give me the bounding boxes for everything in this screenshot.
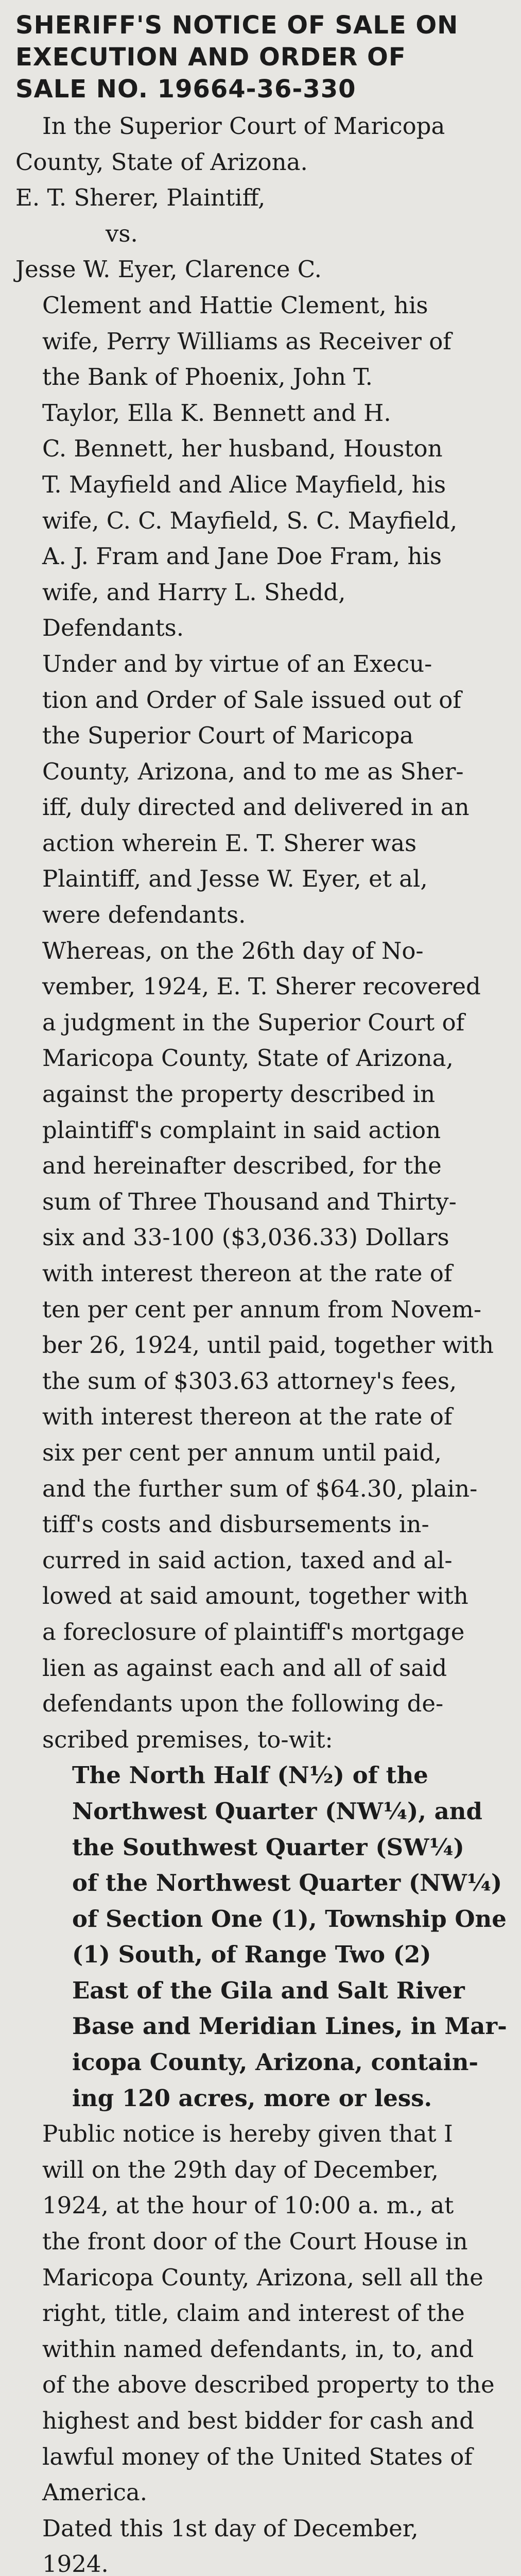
paragraph-line: within named defendants, in, to, and (42, 2335, 474, 2363)
paragraph-line: a foreclosure of plaintiff's mortgage (42, 1618, 465, 1646)
defendants-line: Jesse W. Eyer, Clarence C. (15, 256, 322, 283)
paragraph-line: Maricopa County, Arizona, sell all the (42, 2263, 483, 2291)
paragraph-line: the sum of $303.63 attorney's fees, (42, 1367, 457, 1395)
paragraph-line: Public notice is hereby given that I (42, 2120, 453, 2148)
paragraph-line: tion and Order of Sale issued out of (42, 686, 461, 714)
paragraph-line: and the further sum of $64.30, plain- (42, 1475, 478, 1502)
paragraph-line: County, Arizona, and to me as Sher- (42, 757, 464, 785)
paragraph-line: lawful money of the United States of (42, 2443, 473, 2470)
paragraph-line: of the above described property to the (42, 2371, 495, 2399)
defendants-line: wife, C. C. Mayfield, S. C. Mayfield, (42, 506, 458, 534)
notice-heading (15, 9, 510, 105)
paragraph-line: were defendants. (42, 901, 246, 929)
paragraph-line: highest and best bidder for cash and (42, 2407, 474, 2434)
defendants-line: Defendants. (42, 614, 184, 642)
paragraph-judgment (15, 933, 510, 1758)
dated-line: Dated this 1st day of December, (42, 2514, 419, 2542)
defendants-line: Taylor, Ella K. Bennett and H. (42, 399, 391, 427)
defendants-line: wife, and Harry L. Shedd, (42, 578, 346, 606)
premises-line: the Southwest Quarter (SW¼) (72, 1833, 464, 1861)
premises-line: of the Northwest Quarter (NW¼) (72, 1869, 502, 1897)
paragraph-line: and hereinafter described, for the (42, 1152, 442, 1180)
premises-line: of Section One (1), Township One (72, 1905, 507, 1933)
paragraph-line: plaintiff's complaint in said action (42, 1116, 441, 1144)
paragraph-line: iff, duly directed and delivered in an (42, 793, 470, 821)
defendants-line: wife, Perry Williams as Receiver of (42, 327, 451, 355)
paragraph-line: will on the 29th day of December, (42, 2156, 439, 2183)
paragraph-line: the Superior Court of Maricopa (42, 722, 414, 750)
heading-line-2: EXECUTION AND ORDER OF (15, 43, 406, 72)
defendants-line: Clement and Hattie Clement, his (42, 291, 428, 319)
premises-line: Base and Meridian Lines, in Mar- (72, 2012, 507, 2040)
paragraph-execution (15, 646, 510, 933)
premises-line: (1) South, of Range Two (2) (72, 1941, 431, 1969)
dated-line: 1924. (42, 2550, 109, 2576)
premises-line: The North Half (N½) of the (72, 1761, 428, 1789)
paragraph-line: with interest thereon at the rate of (42, 1403, 453, 1431)
caption-line: In the Superior Court of Maricopa (42, 112, 445, 140)
paragraph-line: sum of Three Thousand and Thirty- (42, 1188, 457, 1215)
paragraph-line: curred in said action, taxed and al- (42, 1546, 453, 1574)
premises-description (15, 1757, 510, 2116)
paragraph-line: Under and by virtue of an Execu- (42, 650, 432, 677)
premises-line: ing 120 acres, more or less. (72, 2084, 432, 2112)
paragraph-line: right, title, claim and interest of the (42, 2299, 465, 2327)
case-caption (15, 108, 510, 646)
paragraph-line: action wherein E. T. Sherer was (42, 829, 417, 857)
paragraph-line: tiff's costs and disbursements in- (42, 1511, 429, 1538)
premises-line: Northwest Quarter (NW¼), and (72, 1797, 482, 1825)
paragraph-line: with interest thereon at the rate of (42, 1260, 453, 1287)
premises-line: icopa County, Arizona, contain- (72, 2048, 479, 2076)
heading-line-3: SALE NO. 19664-36-330 (15, 75, 356, 104)
paragraph-line: against the property described in (42, 1080, 436, 1108)
paragraph-line: six and 33-100 ($3,036.33) Dollars (42, 1224, 449, 1251)
paragraph-line: Maricopa County, State of Arizona, (42, 1044, 454, 1072)
paragraph-line: 1924, at the hour of 10:00 a. m., at (42, 2192, 454, 2219)
paragraph-line: six per cent per annum until paid, (42, 1438, 442, 1466)
plaintiff-line: E. T. Sherer, Plaintiff, (15, 184, 266, 212)
paragraph-line: the front door of the Court House in (42, 2228, 468, 2256)
paragraph-line: lien as against each and all of said (42, 1654, 447, 1682)
premises-line: East of the Gila and Salt River (72, 1976, 465, 2004)
paragraph-line: a judgment in the Superior Court of (42, 1008, 465, 1036)
paragraph-public-notice (15, 2116, 510, 2511)
paragraph-line: Whereas, on the 26th day of No- (42, 937, 424, 964)
caption-line: County, State of Arizona. (15, 148, 308, 176)
paragraph-line: scribed premises, to-wit: (42, 1725, 333, 1753)
dated-line-block (15, 2511, 510, 2576)
defendants-line: the Bank of Phoenix, John T. (42, 363, 373, 391)
paragraph-line: America. (42, 2479, 148, 2506)
defendants-line: A. J. Fram and Jane Doe Fram, his (42, 543, 442, 570)
paragraph-line: vember, 1924, E. T. Sherer recovered (42, 973, 481, 1001)
defendants-line: T. Mayfield and Alice Mayfield, his (42, 470, 446, 498)
heading-line-1: SHERIFF'S NOTICE OF SALE ON (15, 11, 459, 40)
paragraph-line: ber 26, 1924, until paid, together with (42, 1331, 494, 1359)
paragraph-line: defendants upon the following de- (42, 1690, 444, 1718)
paragraph-line: lowed at said amount, together with (42, 1582, 468, 1610)
defendants-line: C. Bennett, her husband, Houston (42, 435, 443, 463)
versus-line: vs. (106, 219, 138, 247)
paragraph-line: ten per cent per annum from Novem- (42, 1295, 482, 1323)
paragraph-line: Plaintiff, and Jesse W. Eyer, et al, (42, 865, 428, 893)
